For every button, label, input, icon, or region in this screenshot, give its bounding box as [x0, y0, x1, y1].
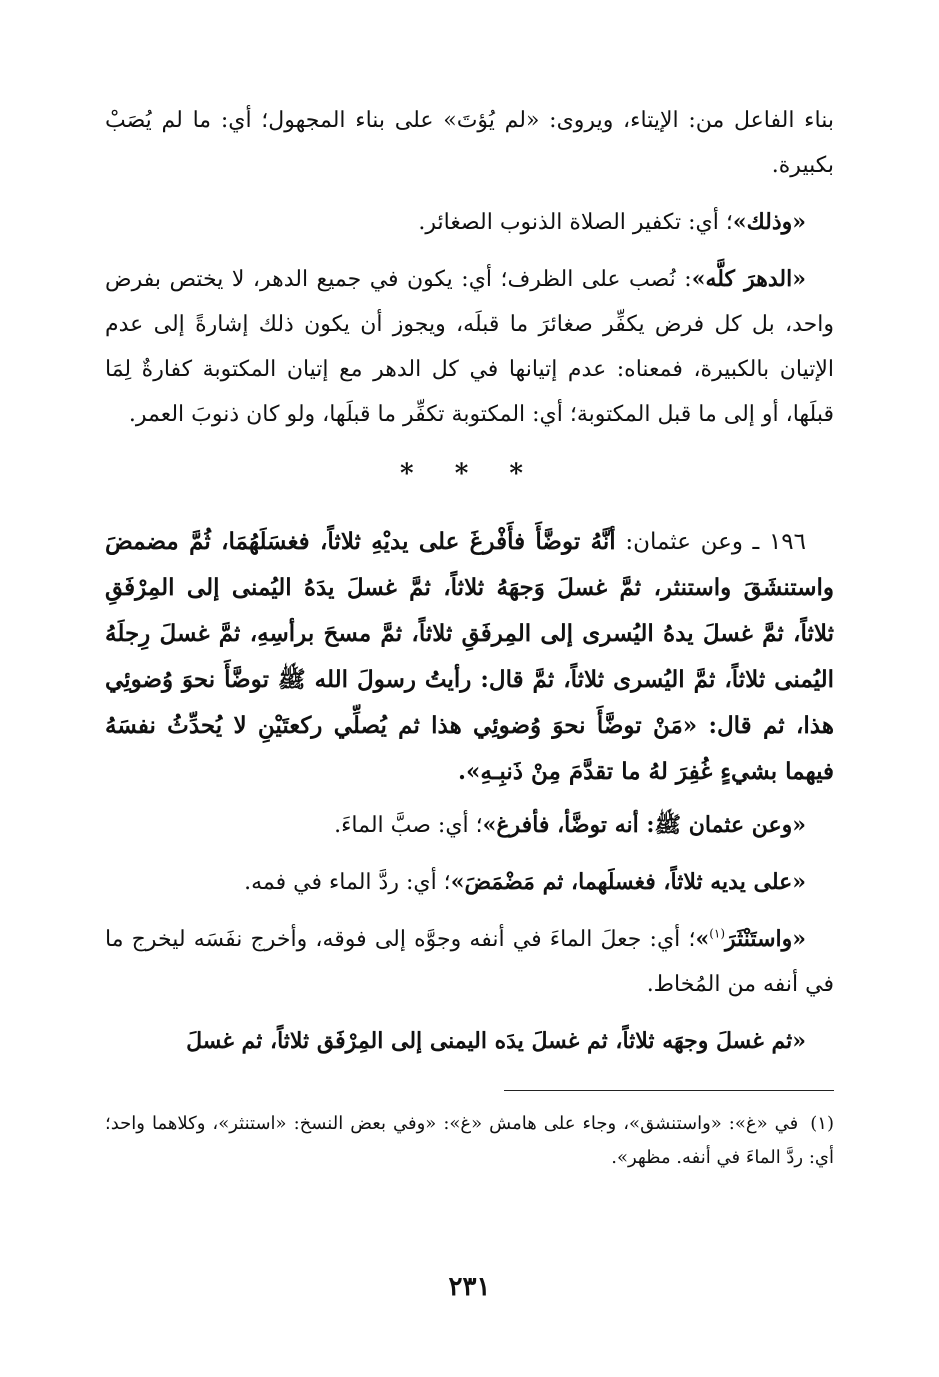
paragraph-wa-dhalik	[105, 200, 834, 245]
quoted-term: «وعن عثمان ﷺ: أنه توضَّأ، فأفرغ»	[482, 812, 806, 838]
quote-close: »	[695, 926, 710, 952]
commentary-text: ؛ أي: جعلَ الماءَ في أنفه وجوَّه إلى فوقه، وأخرج نفَسَه ليخرج ما في أنفه من المُخاط.	[105, 927, 834, 997]
quoted-term: «الدهرَ كلَّه»	[691, 266, 806, 292]
footnote-divider	[504, 1090, 834, 1091]
footnote-reference[interactable]: (١)	[709, 926, 726, 941]
quoted-term: «واستَنْثَرَ	[725, 926, 806, 952]
paragraph-text: : نُصب على الظرف؛ أي: يكون في جميع الدهر، لا يختص بفرض واحد، بل كل فرض يكفِّر صغائرَ ما قبلَه، ويجوز أن يكون ذلك إشارةً إلى عدم الإتيان بالكبيرة، فمعناه: عدم إتيانها في كل الدهر مع إتيان المكتوبة كفارةٌ لِمَا قبلَها، أو إلى ما قبل المكتوبة؛ أي: المكتوبة تكفِّر ما قبلَها، ولو كان ذنوبَ العمر.	[105, 267, 834, 427]
footnote-text: في «غ»: «واستنشق»، وجاء على هامش «غ»: «وفي بعض النسخ: «استنثر»، وكلاهما واحد؛ أي: ردَّ الماءَ في أنفه. مظهر».	[105, 1113, 834, 1168]
quoted-term: «على يديه ثلاثاً، فغسلَهما، ثم مَضْمَضَ»	[450, 869, 806, 895]
commentary-3	[105, 917, 834, 1007]
commentary-4	[105, 1019, 834, 1064]
paragraph-text: بناء الفاعل من: الإيتاء، ويروى: «لم يُؤتَ» على بناء المجهول؛ أي: ما لم يُصَبْ بكبيرة.	[105, 108, 834, 178]
paragraph-text: ؛ أي: تكفير الصلاة الذنوب الصغائر.	[418, 210, 733, 235]
section-separator: * * *	[400, 459, 539, 489]
hadith-text: أنَّهُ توضَّأَ فأَفْرغَ على يديْهِ ثلاثاً، فغسَلَهُمَا، ثُمَّ مضمضَ واستنشَقَ واستنثر، ثمَّ غسلَ وَجهَهُ ثلاثاً، ثمَّ غسلَ يدَهُ اليُمنى إلى المِرْفَقِ ثلاثاً، ثمَّ غسلَ يدهُ اليُسرى إلى المِرفَقِ ثلاثاً، ثمَّ مسحَ برأسِهِ، ثمَّ غسلَ رِجلَهُ اليُمنى ثلاثاً، ثمَّ اليُسرى ثلاثاً، ثمَّ قال: رأيتُ رسولَ الله ﷺ توضَّأَ نحوَ وُضوئِي هذا، ثم قال: «مَنْ توضَّأَ نحوَ وُضوئِي هذا ثم يُصلِّي ركعتَيْنِ لا يُحدِّثُ نفسَهُ فيهما بشيءٍ غُفِرَ لهُ ما تقدَّمَ مِنْ ذَنبِـهِ».	[105, 528, 834, 785]
hadith-196	[105, 519, 834, 795]
quoted-term: «وذلك»	[732, 209, 806, 235]
commentary-text: ؛ أي: ردَّ الماء في فمه.	[244, 870, 451, 895]
footnote-number: (١)	[810, 1113, 834, 1134]
paragraph-ad-dahr	[105, 257, 834, 437]
hadith-number: ١٩٦ ـ وعن عثمان:	[615, 529, 806, 555]
commentary-1	[105, 803, 834, 848]
page-number: ٢٣١	[448, 1272, 491, 1302]
commentary-text: ؛ أي: صبَّ الماءَ.	[334, 813, 483, 838]
quoted-term: «ثم غسلَ وجهَه ثلاثاً، ثم غسلَ يدَه اليمنى إلى المِرْفَق ثلاثاً، ثم غسلَ	[186, 1028, 806, 1054]
commentary-2	[105, 860, 834, 905]
paragraph-intro	[105, 98, 834, 188]
footnote	[105, 1107, 834, 1175]
